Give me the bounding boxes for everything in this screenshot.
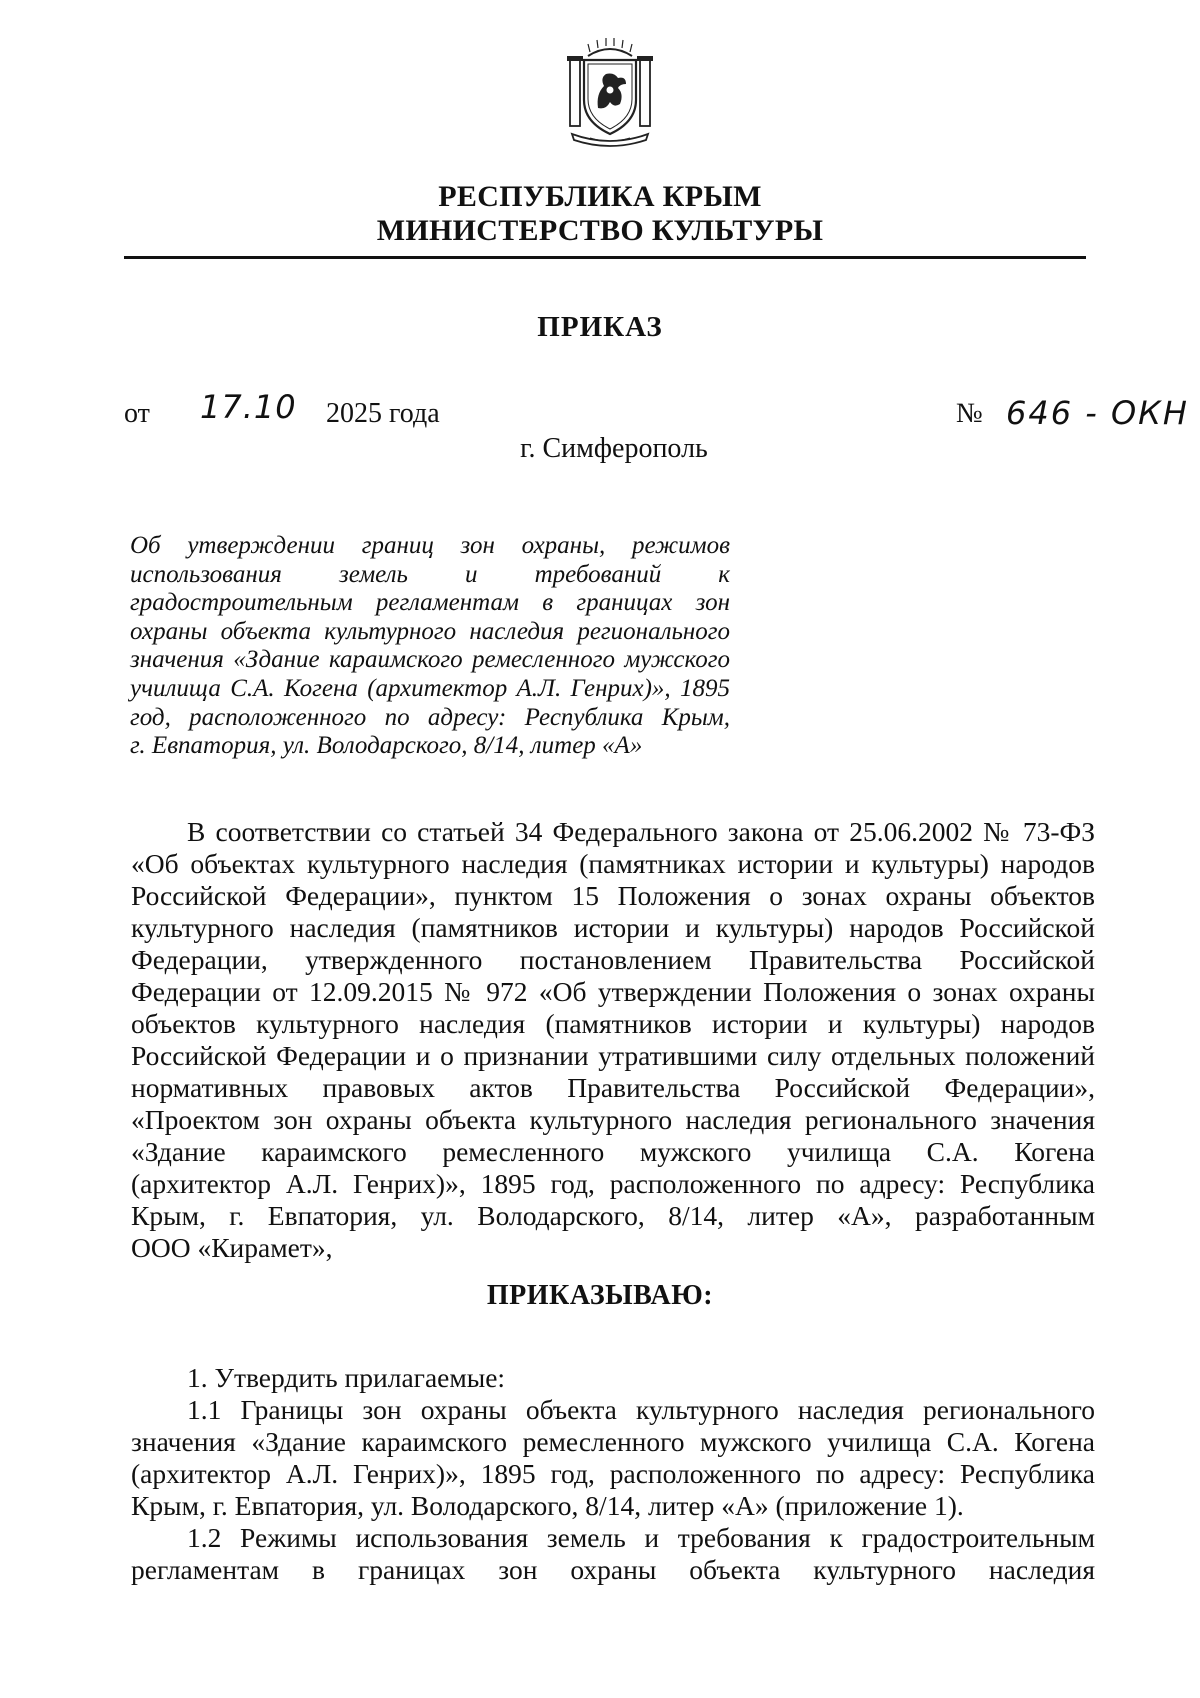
preamble-line: «Проектом зон охраны объекта культурного наследия регионального значения bbox=[131, 1104, 1095, 1135]
date-prefix: от bbox=[124, 398, 150, 429]
preamble-line: объектов культурного наследия (памятников истории и культуры) народов bbox=[131, 1008, 1095, 1039]
number-prefix: № bbox=[956, 398, 983, 429]
preamble-paragraph bbox=[131, 816, 1095, 1264]
subject-line: градостроительным регламентам в границах зон bbox=[130, 589, 730, 617]
preamble-line: (архитектор А.Л. Генрих)», 1895 год, расположенного по адресу: Республика bbox=[131, 1168, 1095, 1199]
order-year: 2025 года bbox=[326, 398, 440, 429]
preamble-line: культурного наследия (памятников истории и культуры) народов Российской bbox=[131, 912, 1095, 943]
republic-title: РЕСПУБЛИКА КРЫМ bbox=[438, 180, 762, 213]
crimea-coat-of-arms-icon bbox=[560, 38, 660, 148]
item-line: 1.2 Режимы использования земель и требования к градостроительным bbox=[187, 1522, 1095, 1553]
subject-line: год, расположенного по адресу: Республика Крым, bbox=[130, 703, 730, 731]
subject-line: училища С.А. Когена (архитектор А.Л. Генрих)», 1895 bbox=[130, 674, 730, 702]
preamble-line: Российской Федерации», пунктом 15 Положения о зонах охраны объектов bbox=[131, 880, 1095, 911]
preamble-line: нормативных правовых актов Правительства Российской Федерации», bbox=[131, 1072, 1095, 1103]
item-line: (архитектор А.Л. Генрих)», 1895 год, расположенного по адресу: Республика bbox=[131, 1458, 1095, 1489]
ministry-title: МИНИСТЕРСТВО КУЛЬТУРЫ bbox=[376, 214, 824, 247]
subject-line: значения «Здание караимского ремесленного мужского bbox=[130, 646, 730, 674]
preamble-line: Федерации от 12.09.2015 № 972 «Об утверждении Положения о зонах охраны bbox=[131, 976, 1095, 1007]
order-items bbox=[131, 1362, 1095, 1586]
order-title: ПРИКАЗ bbox=[537, 311, 663, 343]
preamble-line: Федерации, утвержденного постановлением Правительства Российской bbox=[131, 944, 1095, 975]
preamble-line: Крым, г. Евпатория, ул. Володарского, 8/14, литер «А», разработанным bbox=[131, 1200, 1095, 1231]
order-city: г. Симферополь bbox=[520, 433, 708, 464]
subject-line: г. Евпатория, ул. Володарского, 8/14, литер «А» bbox=[130, 732, 643, 760]
subject-line: охраны объекта культурного наследия регионального bbox=[130, 617, 730, 645]
item-line: 1. Утвердить прилагаемые: bbox=[187, 1362, 506, 1393]
preamble-line: Российской Федерации и о признании утратившими силу отдельных положений bbox=[131, 1040, 1095, 1071]
item-line: 1.1 Границы зон охраны объекта культурного наследия регионального bbox=[187, 1394, 1095, 1425]
subject-line: использования земель и требований к bbox=[130, 560, 730, 588]
item-line: значения «Здание караимского ремесленного мужского училища С.А. Когена bbox=[131, 1426, 1095, 1457]
header-divider bbox=[124, 256, 1086, 259]
preamble-line: «Здание караимского ремесленного мужского училища С.А. Когена bbox=[131, 1136, 1095, 1167]
preamble-line: В соответствии со статьей 34 Федерального закона от 25.06.2002 № 73-ФЗ bbox=[187, 816, 1095, 847]
preamble-line: ООО «Кирамет», bbox=[131, 1232, 333, 1263]
order-date-handwritten: 17.10 bbox=[200, 388, 297, 426]
order-subject bbox=[130, 532, 730, 761]
item-line: регламентам в границах зон охраны объекта культурного наследия bbox=[131, 1554, 1095, 1585]
order-number-handwritten: 646 - ОКН bbox=[1006, 394, 1189, 432]
command-heading: ПРИКАЗЫВАЮ: bbox=[486, 1280, 714, 1311]
item-line: Крым, г. Евпатория, ул. Володарского, 8/14, литер «А» (приложение 1). bbox=[131, 1490, 964, 1521]
preamble-line: «Об объектах культурного наследия (памятниках истории и культуры) народов bbox=[131, 848, 1095, 879]
subject-line: Об утверждении границ зон охраны, режимов bbox=[130, 532, 730, 559]
